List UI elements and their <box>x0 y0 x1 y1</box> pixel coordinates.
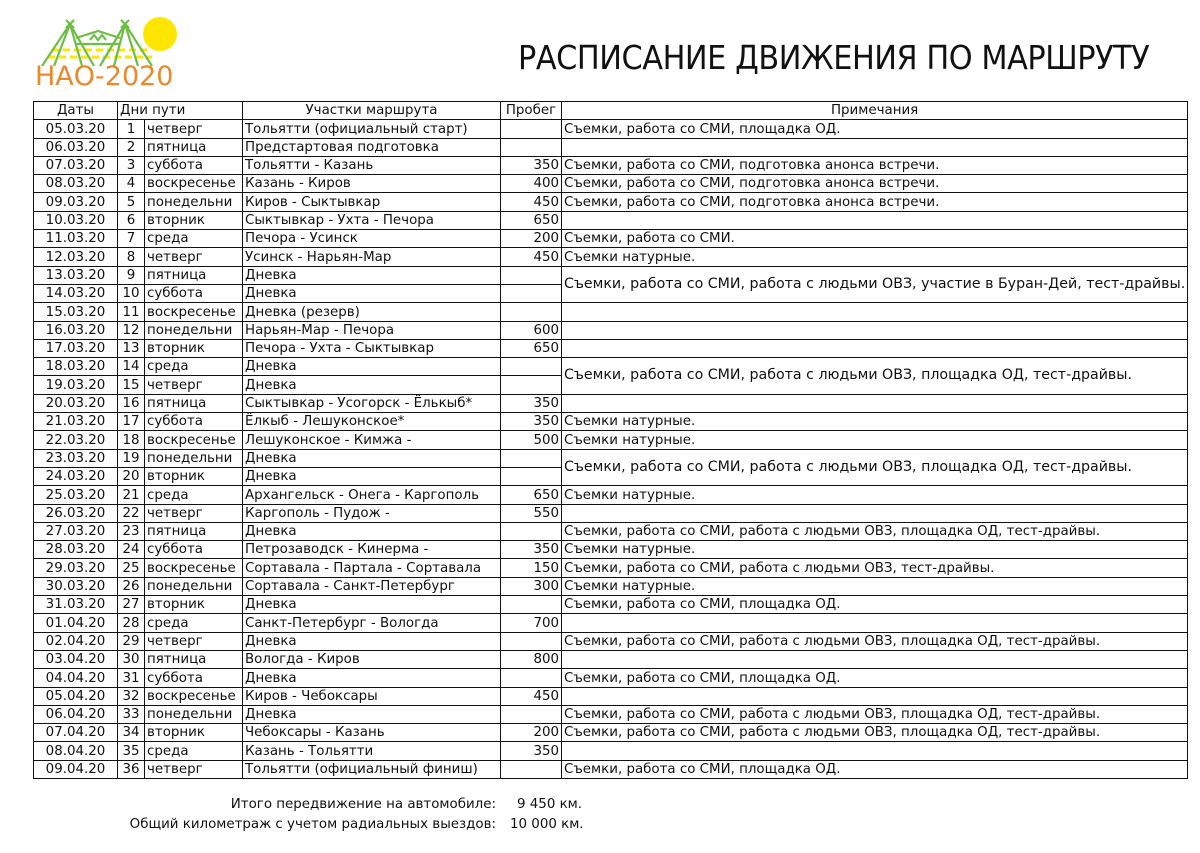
table-row <box>34 669 1188 687</box>
notes-cell: Съемки, работа со СМИ, работа с людьми ОВЗ, площадка ОД, тест-драйвы. <box>562 358 1188 395</box>
date-cell: 05.03.20 <box>34 120 118 138</box>
date-cell: 20.03.20 <box>34 394 118 412</box>
weekday-cell: воскресенье <box>145 687 243 705</box>
weekday-cell: четверг <box>145 248 243 266</box>
distance-cell: 450 <box>501 687 562 705</box>
weekday-cell: четверг <box>145 376 243 394</box>
distance-cell <box>501 138 562 156</box>
table-row <box>34 175 1188 193</box>
day-number-cell: 29 <box>118 632 145 650</box>
notes-cell: Съемки, работа со СМИ, подготовка анонса встречи. <box>562 193 1188 211</box>
table-row <box>34 193 1188 211</box>
weekday-cell: четверг <box>145 120 243 138</box>
table-row <box>34 394 1188 412</box>
day-number-cell: 30 <box>118 650 145 668</box>
route-cell: Казань - Киров <box>243 175 501 193</box>
distance-cell: 450 <box>501 193 562 211</box>
date-cell: 11.03.20 <box>34 230 118 248</box>
weekday-cell: суббота <box>145 669 243 687</box>
distance-cell <box>501 449 562 467</box>
notes-cell: Съемки натурные. <box>562 577 1188 595</box>
date-cell: 04.04.20 <box>34 669 118 687</box>
weekday-cell: суббота <box>145 541 243 559</box>
distance-cell <box>501 669 562 687</box>
header-route: Участки маршрута <box>243 102 501 120</box>
route-cell: Печора - Ухта - Сыктывкар <box>243 339 501 357</box>
weekday-cell: среда <box>145 358 243 376</box>
route-cell: Усинск - Нарьян-Мар <box>243 248 501 266</box>
weekday-cell: пятница <box>145 266 243 284</box>
notes-cell <box>562 138 1188 156</box>
route-cell: Каргополь - Пудож - <box>243 504 501 522</box>
distance-cell: 200 <box>501 724 562 742</box>
weekday-cell: суббота <box>145 413 243 431</box>
date-cell: 29.03.20 <box>34 559 118 577</box>
table-row <box>34 559 1188 577</box>
date-cell: 03.04.20 <box>34 650 118 668</box>
distance-cell: 350 <box>501 413 562 431</box>
date-cell: 26.03.20 <box>34 504 118 522</box>
route-cell: Тольятти (официальный старт) <box>243 120 501 138</box>
day-number-cell: 13 <box>118 339 145 357</box>
notes-cell: Съемки, работа со СМИ, подготовка анонса встречи. <box>562 175 1188 193</box>
route-cell: Вологда - Киров <box>243 650 501 668</box>
route-cell: Ёлкыб - Лешуконское* <box>243 413 501 431</box>
distance-cell: 400 <box>501 175 562 193</box>
route-cell: Дневка <box>243 358 501 376</box>
date-cell: 08.03.20 <box>34 175 118 193</box>
date-cell: 30.03.20 <box>34 577 118 595</box>
date-cell: 07.03.20 <box>34 156 118 174</box>
day-number-cell: 14 <box>118 358 145 376</box>
weekday-cell: вторник <box>145 467 243 485</box>
route-cell: Киров - Чебоксары <box>243 687 501 705</box>
route-cell: Предстартовая подготовка <box>243 138 501 156</box>
day-number-cell: 31 <box>118 669 145 687</box>
route-cell: Лешуконское - Кимжа - <box>243 431 501 449</box>
weekday-cell: вторник <box>145 596 243 614</box>
date-cell: 21.03.20 <box>34 413 118 431</box>
weekday-cell: пятница <box>145 522 243 540</box>
table-row <box>34 211 1188 229</box>
date-cell: 15.03.20 <box>34 303 118 321</box>
weekday-cell: суббота <box>145 284 243 302</box>
date-cell: 13.03.20 <box>34 266 118 284</box>
notes-cell <box>562 614 1188 632</box>
distance-cell <box>501 266 562 284</box>
day-number-cell: 5 <box>118 193 145 211</box>
table-row <box>34 522 1188 540</box>
route-cell: Архангельск - Онега - Каргополь <box>243 486 501 504</box>
notes-cell <box>562 394 1188 412</box>
route-cell: Тольятти - Казань <box>243 156 501 174</box>
notes-cell: Съемки, работа со СМИ, работа с людьми ОВЗ, участие в Буран-Дей, тест-драйвы. <box>562 266 1188 303</box>
date-cell: 18.03.20 <box>34 358 118 376</box>
date-cell: 25.03.20 <box>34 486 118 504</box>
day-number-cell: 26 <box>118 577 145 595</box>
notes-cell: Съемки натурные. <box>562 431 1188 449</box>
notes-cell: Съемки, работа со СМИ, работа с людьми ОВЗ, площадка ОД, тест-драйвы. <box>562 449 1188 486</box>
weekday-cell: пятница <box>145 394 243 412</box>
table-row <box>34 303 1188 321</box>
distance-cell: 500 <box>501 431 562 449</box>
day-number-cell: 4 <box>118 175 145 193</box>
day-number-cell: 24 <box>118 541 145 559</box>
day-number-cell: 6 <box>118 211 145 229</box>
notes-cell: Съемки, работа со СМИ, площадка ОД. <box>562 760 1188 778</box>
day-number-cell: 19 <box>118 449 145 467</box>
weekday-cell: воскресенье <box>145 559 243 577</box>
date-cell: 06.03.20 <box>34 138 118 156</box>
table-row <box>34 742 1188 760</box>
table-row <box>34 632 1188 650</box>
header-notes: Примечания <box>562 102 1188 120</box>
route-cell: Дневка <box>243 632 501 650</box>
route-cell: Дневка <box>243 449 501 467</box>
date-cell: 07.04.20 <box>34 724 118 742</box>
table-row <box>34 760 1188 778</box>
total-car-label: Итого передвижение на автомобиле: <box>230 797 496 812</box>
day-number-cell: 12 <box>118 321 145 339</box>
weekday-cell: понедельни <box>145 193 243 211</box>
notes-cell <box>562 504 1188 522</box>
table-row <box>34 358 1188 376</box>
date-cell: 08.04.20 <box>34 742 118 760</box>
distance-cell: 650 <box>501 486 562 504</box>
distance-cell <box>501 632 562 650</box>
notes-cell <box>562 687 1188 705</box>
date-cell: 02.04.20 <box>34 632 118 650</box>
day-number-cell: 15 <box>118 376 145 394</box>
day-number-cell: 22 <box>118 504 145 522</box>
distance-cell <box>501 467 562 485</box>
day-number-cell: 28 <box>118 614 145 632</box>
notes-cell: Съемки, работа со СМИ, работа с людьми ОВЗ, тест-драйвы. <box>562 559 1188 577</box>
header-km: Пробег <box>501 102 562 120</box>
weekday-cell: понедельни <box>145 449 243 467</box>
day-number-cell: 10 <box>118 284 145 302</box>
table-row <box>34 339 1188 357</box>
route-cell: Сыктывкар - Усогорск - Ёлькыб* <box>243 394 501 412</box>
total-car-value: 9 450 км. <box>517 797 583 812</box>
route-cell: Дневка <box>243 522 501 540</box>
route-cell: Дневка <box>243 284 501 302</box>
day-number-cell: 16 <box>118 394 145 412</box>
distance-cell <box>501 358 562 376</box>
weekday-cell: вторник <box>145 211 243 229</box>
distance-cell <box>501 284 562 302</box>
route-cell: Тольятти (официальный финиш) <box>243 760 501 778</box>
date-cell: 06.04.20 <box>34 705 118 723</box>
notes-cell: Съемки натурные. <box>562 248 1188 266</box>
distance-cell: 350 <box>501 394 562 412</box>
notes-cell <box>562 303 1188 321</box>
notes-cell: Съемки, работа со СМИ, подготовка анонса встречи. <box>562 156 1188 174</box>
notes-cell: Съемки натурные. <box>562 486 1188 504</box>
day-number-cell: 17 <box>118 413 145 431</box>
table-row <box>34 705 1188 723</box>
notes-cell: Съемки, работа со СМИ, работа с людьми ОВЗ, площадка ОД, тест-драйвы. <box>562 705 1188 723</box>
weekday-cell: вторник <box>145 724 243 742</box>
day-number-cell: 9 <box>118 266 145 284</box>
distance-cell: 350 <box>501 742 562 760</box>
weekday-cell: четверг <box>145 504 243 522</box>
notes-cell <box>562 211 1188 229</box>
distance-cell <box>501 120 562 138</box>
weekday-cell: среда <box>145 742 243 760</box>
notes-cell <box>562 650 1188 668</box>
date-cell: 12.03.20 <box>34 248 118 266</box>
total-all-label: Общий километраж с учетом радиальных выездов: <box>129 817 496 832</box>
nao-2020-logo <box>30 10 190 95</box>
day-number-cell: 35 <box>118 742 145 760</box>
route-cell: Дневка <box>243 376 501 394</box>
route-cell: Печора - Усинск <box>243 230 501 248</box>
distance-cell: 700 <box>501 614 562 632</box>
total-all-value: 10 000 км. <box>510 817 584 832</box>
distance-cell <box>501 303 562 321</box>
header-days: Дни пути <box>118 102 243 120</box>
distance-cell: 150 <box>501 559 562 577</box>
page-title: РАСПИСАНИЕ ДВИЖЕНИЯ ПО МАРШРУТУ <box>518 38 1150 77</box>
distance-cell <box>501 522 562 540</box>
route-cell: Киров - Сыктывкар <box>243 193 501 211</box>
table-row <box>34 230 1188 248</box>
notes-cell: Съемки, работа со СМИ. <box>562 230 1188 248</box>
distance-cell: 800 <box>501 650 562 668</box>
table-header-row <box>34 102 1188 120</box>
route-cell: Дневка <box>243 705 501 723</box>
notes-cell: Съемки натурные. <box>562 541 1188 559</box>
day-number-cell: 21 <box>118 486 145 504</box>
distance-cell: 200 <box>501 230 562 248</box>
day-number-cell: 7 <box>118 230 145 248</box>
day-number-cell: 25 <box>118 559 145 577</box>
day-number-cell: 3 <box>118 156 145 174</box>
weekday-cell: среда <box>145 486 243 504</box>
weekday-cell: четверг <box>145 632 243 650</box>
weekday-cell: среда <box>145 230 243 248</box>
weekday-cell: суббота <box>145 156 243 174</box>
distance-cell <box>501 596 562 614</box>
logo-text: НАО-2020 <box>35 61 174 92</box>
table-row <box>34 266 1188 284</box>
weekday-cell: вторник <box>145 339 243 357</box>
route-cell: Дневка <box>243 596 501 614</box>
date-cell: 19.03.20 <box>34 376 118 394</box>
table-row <box>34 248 1188 266</box>
date-cell: 27.03.20 <box>34 522 118 540</box>
date-cell: 24.03.20 <box>34 467 118 485</box>
schedule-body <box>34 120 1188 779</box>
day-number-cell: 36 <box>118 760 145 778</box>
route-cell: Петрозаводск - Кинерма - <box>243 541 501 559</box>
weekday-cell: среда <box>145 614 243 632</box>
weekday-cell: пятница <box>145 138 243 156</box>
table-row <box>34 724 1188 742</box>
weekday-cell: четверг <box>145 760 243 778</box>
distance-cell: 450 <box>501 248 562 266</box>
table-row <box>34 577 1188 595</box>
distance-cell: 350 <box>501 156 562 174</box>
notes-cell: Съемки, работа со СМИ, площадка ОД. <box>562 669 1188 687</box>
weekday-cell: пятница <box>145 650 243 668</box>
date-cell: 28.03.20 <box>34 541 118 559</box>
notes-cell: Съемки натурные. <box>562 413 1188 431</box>
table-row <box>34 156 1188 174</box>
distance-cell: 600 <box>501 321 562 339</box>
day-number-cell: 11 <box>118 303 145 321</box>
table-row <box>34 413 1188 431</box>
distance-cell: 650 <box>501 339 562 357</box>
distance-cell: 550 <box>501 504 562 522</box>
table-row <box>34 321 1188 339</box>
table-row <box>34 486 1188 504</box>
date-cell: 01.04.20 <box>34 614 118 632</box>
distance-cell <box>501 760 562 778</box>
day-number-cell: 23 <box>118 522 145 540</box>
table-row <box>34 687 1188 705</box>
distance-cell: 650 <box>501 211 562 229</box>
route-cell: Дневка <box>243 669 501 687</box>
schedule-table <box>33 101 1188 779</box>
date-cell: 09.04.20 <box>34 760 118 778</box>
date-cell: 17.03.20 <box>34 339 118 357</box>
date-cell: 23.03.20 <box>34 449 118 467</box>
route-cell: Казань - Тольятти <box>243 742 501 760</box>
route-cell: Чебоксары - Казань <box>243 724 501 742</box>
day-number-cell: 34 <box>118 724 145 742</box>
route-cell: Дневка <box>243 266 501 284</box>
table-row <box>34 541 1188 559</box>
table-row <box>34 650 1188 668</box>
route-cell: Дневка (резерв) <box>243 303 501 321</box>
notes-cell: Съемки, работа со СМИ, площадка ОД. <box>562 120 1188 138</box>
table-row <box>34 449 1188 467</box>
date-cell: 14.03.20 <box>34 284 118 302</box>
notes-cell: Съемки, работа со СМИ, работа с людьми ОВЗ, площадка ОД, тест-драйвы. <box>562 724 1188 742</box>
table-row <box>34 138 1188 156</box>
weekday-cell: воскресенье <box>145 175 243 193</box>
distance-cell <box>501 705 562 723</box>
notes-cell <box>562 742 1188 760</box>
day-number-cell: 32 <box>118 687 145 705</box>
distance-cell: 350 <box>501 541 562 559</box>
notes-cell: Съемки, работа со СМИ, работа с людьми ОВЗ, площадка ОД, тест-драйвы. <box>562 522 1188 540</box>
weekday-cell: воскресенье <box>145 431 243 449</box>
weekday-cell: понедельни <box>145 321 243 339</box>
day-number-cell: 8 <box>118 248 145 266</box>
weekday-cell: понедельни <box>145 577 243 595</box>
table-row <box>34 120 1188 138</box>
table-row <box>34 431 1188 449</box>
notes-cell <box>562 321 1188 339</box>
day-number-cell: 18 <box>118 431 145 449</box>
table-row <box>34 614 1188 632</box>
date-cell: 10.03.20 <box>34 211 118 229</box>
header-date: Даты <box>34 102 118 120</box>
date-cell: 05.04.20 <box>34 687 118 705</box>
weekday-cell: понедельни <box>145 705 243 723</box>
route-cell: Санкт-Петербург - Вологда <box>243 614 501 632</box>
notes-cell: Съемки, работа со СМИ, площадка ОД. <box>562 596 1188 614</box>
route-cell: Нарьян-Мар - Печора <box>243 321 501 339</box>
table-row <box>34 596 1188 614</box>
day-number-cell: 33 <box>118 705 145 723</box>
route-cell: Сыктывкар - Ухта - Печора <box>243 211 501 229</box>
date-cell: 09.03.20 <box>34 193 118 211</box>
date-cell: 31.03.20 <box>34 596 118 614</box>
route-cell: Дневка <box>243 467 501 485</box>
day-number-cell: 27 <box>118 596 145 614</box>
date-cell: 22.03.20 <box>34 431 118 449</box>
day-number-cell: 20 <box>118 467 145 485</box>
notes-cell <box>562 339 1188 357</box>
weekday-cell: воскресенье <box>145 303 243 321</box>
table-row <box>34 504 1188 522</box>
route-cell: Сортавала - Санкт-Петербург <box>243 577 501 595</box>
distance-cell: 300 <box>501 577 562 595</box>
date-cell: 16.03.20 <box>34 321 118 339</box>
distance-cell <box>501 376 562 394</box>
route-cell: Сортавала - Партала - Сортавала <box>243 559 501 577</box>
day-number-cell: 1 <box>118 120 145 138</box>
day-number-cell: 2 <box>118 138 145 156</box>
notes-cell: Съемки, работа со СМИ, работа с людьми ОВЗ, площадка ОД, тест-драйвы. <box>562 632 1188 650</box>
